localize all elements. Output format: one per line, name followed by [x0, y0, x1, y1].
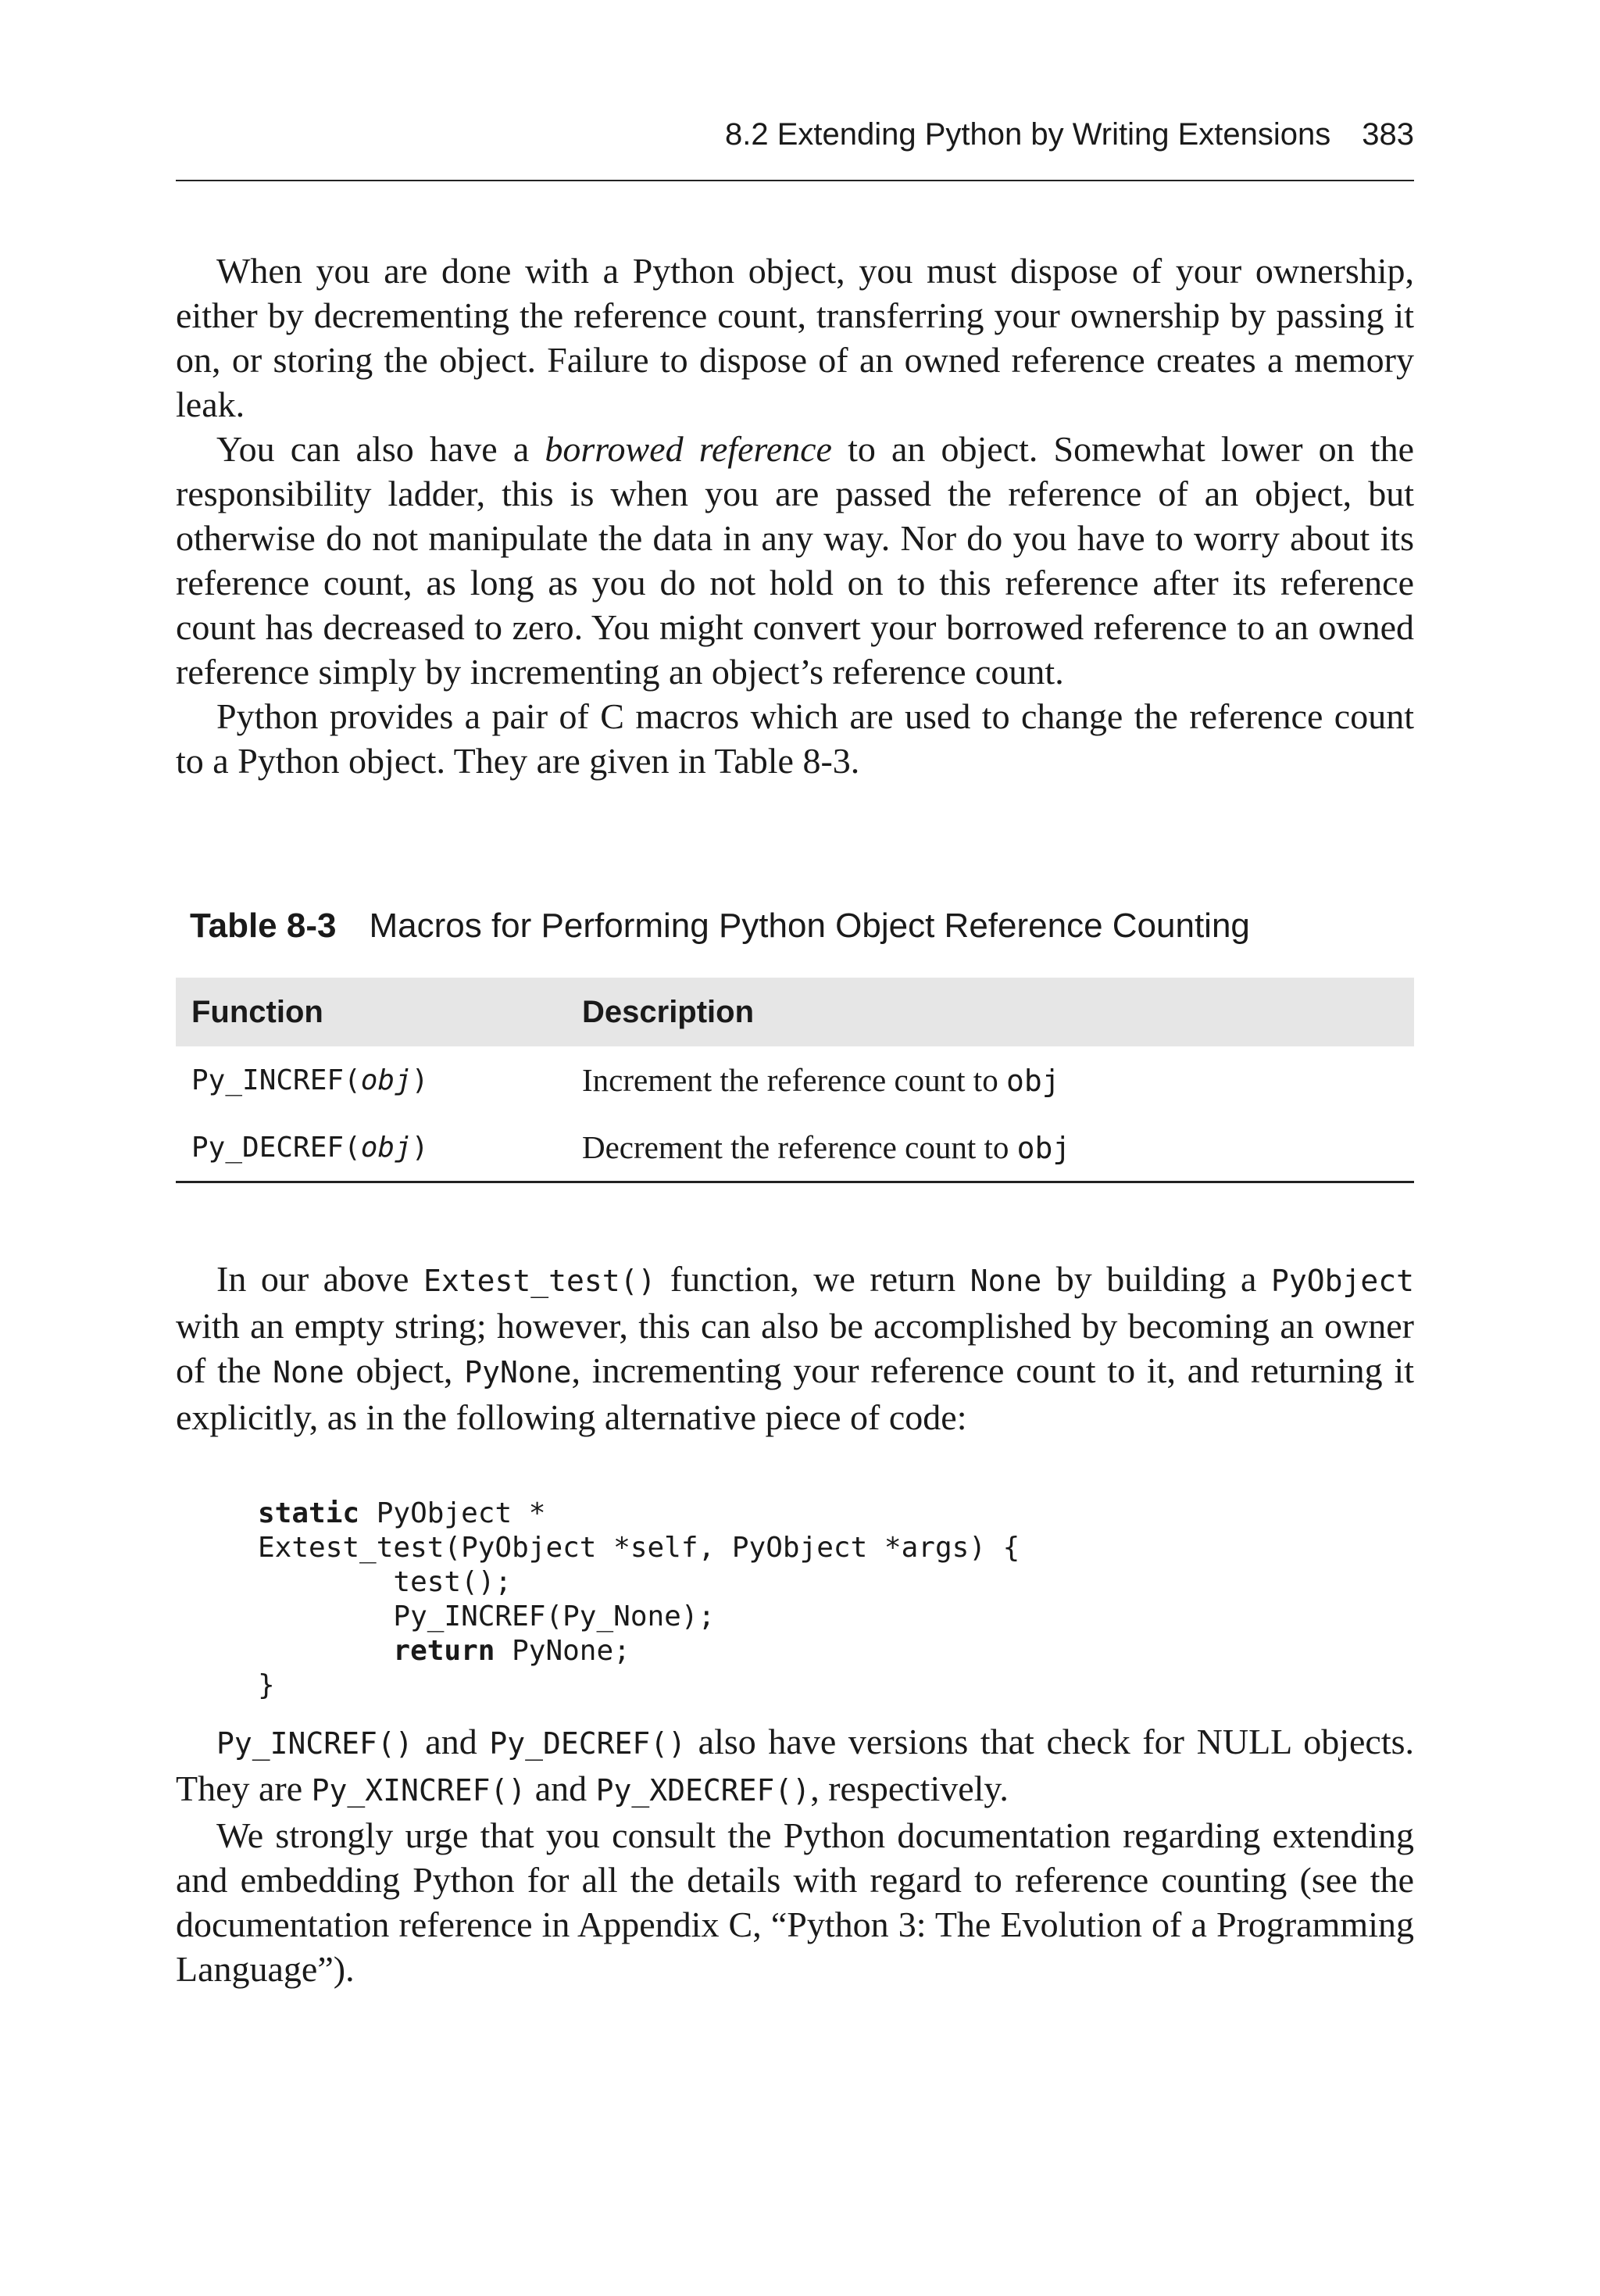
paragraph-extest-test: In our above Extest_test() function, we return None by building a PyObject with an empty string; however, this can also be accomplished by becoming an owner of the None object, PyNone, incrementing your reference count to it, and returning it explicitly, as in the following alternative piece of code:: [176, 1259, 1414, 1437]
page-number: 383: [1362, 117, 1414, 152]
text-block-middle: [176, 1257, 1414, 1439]
table-row: [176, 1114, 1414, 1182]
function-cell: Py_DECREF(obj): [191, 1131, 429, 1164]
text-block-bottom: [176, 1719, 1414, 1991]
table-number: Table 8-3: [190, 907, 337, 945]
table-header-row: [176, 978, 1414, 1046]
column-header-description: Description: [566, 978, 1414, 1046]
table-caption: [190, 907, 1250, 946]
paragraph-ownership: When you are done with a Python object, you must dispose of your ownership, either by decrementing the reference count, transferring your ownership by passing it on, or storing the object. Failure to dispose of an owned reference creates a memory leak.: [176, 251, 1414, 424]
text-block-top: [176, 249, 1414, 783]
paragraph-macros-intro: Python provides a pair of C macros which are used to change the reference count to a Python object. They are given in Table 8-3.: [176, 696, 1414, 781]
table-title: Macros for Performing Python Object Reference Counting: [369, 907, 1250, 945]
description-cell: Decrement the reference count to obj: [582, 1129, 1071, 1165]
function-cell: Py_INCREF(obj): [191, 1064, 429, 1096]
reference-counting-table: [176, 978, 1414, 1183]
table-row: [176, 1046, 1414, 1114]
term-borrowed-reference: borrowed reference: [545, 429, 832, 469]
paragraph-borrowed-reference: You can also have a borrowed reference to an object. Somewhat lower on the responsibility ladder, this is when you are passed the reference of an object, but otherwise do not manipulate the data in any way. Nor do you have to worry about its reference count, as long as you do not hold on to this reference after its reference count has decreased to zero. You might convert your borrowed reference to an owned reference simply by incrementing an object’s reference count.: [176, 429, 1414, 692]
paragraph-documentation: We strongly urge that you consult the Python documentation regarding extending and embedding Python for all the details with regard to reference counting (see the documentation reference in Appendix C, “Python 3: The Evolution of a Programming Language”).: [176, 1815, 1414, 1989]
running-head: [176, 117, 1414, 181]
code-listing: static PyObject * Extest_test(PyObject *self, PyObject *args) { test(); Py_INCREF(Py_None); return PyNone; }: [258, 1497, 1020, 1701]
column-header-function: Function: [176, 978, 566, 1046]
description-cell: Increment the reference count to obj: [582, 1062, 1060, 1098]
paragraph-xincref: Py_INCREF() and Py_DECREF() also have versions that check for NULL objects. They are Py_XINCREF() and Py_XDECREF(), respectively.: [176, 1722, 1415, 1808]
section-title: 8.2 Extending Python by Writing Extensions: [724, 117, 1331, 152]
